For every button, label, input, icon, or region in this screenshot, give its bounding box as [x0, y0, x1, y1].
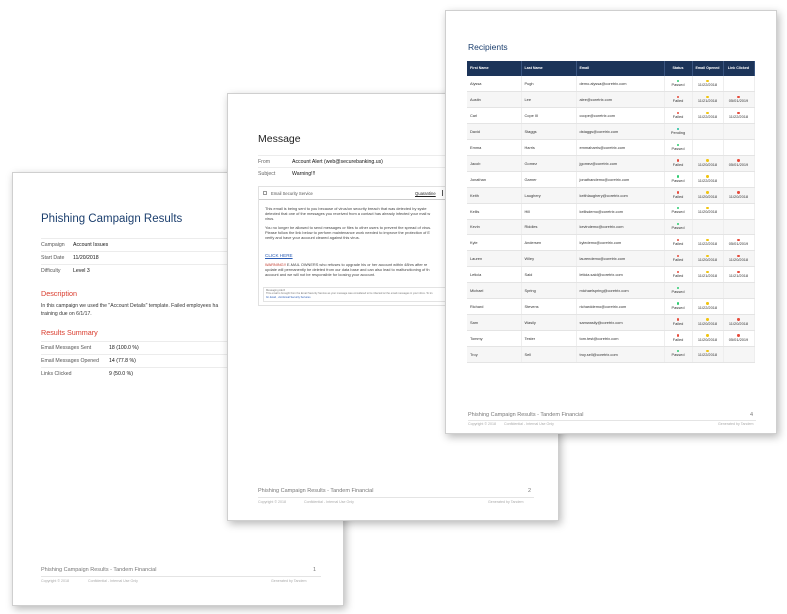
detail-label: Difficulty — [41, 268, 61, 274]
cell-first-name-text: Richard — [470, 303, 484, 309]
description-line: training due on 6/1/17. — [41, 310, 92, 317]
cell-email-opened-text: 11/22/2018 — [697, 114, 718, 120]
cell-email-opened — [692, 346, 723, 362]
cell-status-text: Passed — [671, 177, 685, 183]
cell-first-name — [467, 251, 521, 267]
cell-link-clicked-text: 05/01/2019 — [728, 98, 749, 104]
cell-first-name — [467, 346, 521, 362]
cell-email — [576, 108, 664, 124]
cell-status — [664, 298, 692, 314]
cell-last-name-text: Cope III — [524, 113, 539, 119]
cell-email-text: michaelspring@coretrix.com — [579, 288, 629, 294]
email-body-line: detected that one of the messages you received from a contact has already infected your mail w — [265, 211, 431, 216]
cell-first-name — [467, 140, 521, 156]
from-value: Account Alert (web@securebanking.us) — [292, 159, 383, 165]
cell-first-name — [467, 267, 521, 283]
cell-email — [576, 124, 664, 140]
cell-status — [664, 251, 692, 267]
cell-status — [664, 108, 692, 124]
cell-email-opened — [692, 108, 723, 124]
cell-email-text: troy.sell@coretrix.com — [579, 351, 618, 357]
cell-link-clicked — [723, 235, 754, 251]
cell-email — [576, 330, 664, 346]
subject-label: Subject — [258, 171, 276, 177]
cell-first-name-text: Alyssa — [470, 81, 482, 87]
table-row — [467, 171, 754, 187]
summary-value: 18 (100.0 %) — [109, 345, 139, 351]
footer-generated: Generated by Tandem — [718, 422, 754, 426]
cell-link-clicked — [723, 171, 754, 187]
cell-email-text: samwasily@coretrix.com — [579, 319, 623, 325]
recipients-table — [467, 61, 755, 363]
footer-copyright: Copyright © 2018 — [41, 579, 70, 583]
cell-email-text: leticia.said@coretrix.com — [579, 272, 623, 278]
cell-link-clicked-text: 05/01/2019 — [728, 161, 749, 167]
cell-last-name-text: Staggs — [524, 129, 537, 135]
cell-status-text: Passed — [671, 304, 685, 310]
detail-value: Account Issues — [73, 242, 109, 248]
footer-divider — [258, 497, 534, 498]
cell-email-opened — [692, 171, 723, 187]
cell-first-name-text: David — [470, 129, 480, 135]
page-title: Recipients — [468, 42, 508, 52]
cell-status-text: Failed — [672, 193, 684, 199]
table-row — [467, 314, 754, 330]
cell-first-name — [467, 187, 521, 203]
cell-email — [576, 92, 664, 108]
cell-status-text: Passed — [671, 82, 685, 88]
table-row — [467, 76, 754, 92]
cell-last-name-text: Gomez — [524, 160, 538, 166]
cell-status — [664, 314, 692, 330]
email-body-line: verify and have your account cleared against this virus. — [265, 235, 360, 240]
cell-email-opened-text: 11/21/2018 — [697, 273, 718, 279]
cell-link-clicked — [723, 346, 754, 362]
cell-status — [664, 203, 692, 219]
cell-first-name — [467, 219, 521, 235]
security-note — [263, 287, 473, 302]
footer-generated: Generated by Tandem — [271, 579, 307, 583]
cell-first-name-text: Leticia — [470, 272, 482, 278]
description-line: In this campaign we used the "Account Details" template. Failed employees ha — [41, 303, 219, 309]
cell-email-opened — [692, 140, 723, 156]
cell-email-text: ccope@coretrix.com — [579, 113, 616, 119]
footer-generated: Generated by Tandem — [488, 500, 524, 504]
cell-email — [576, 140, 664, 156]
cell-email-opened-text: 11/22/2018 — [697, 352, 718, 358]
security-note-line: Messaging Alert! — [266, 289, 286, 292]
cell-first-name-text: Troy — [470, 351, 478, 357]
warning-text: E-MAIL OWNERS who refuses to upgrade his or her account within 48hrs after re — [285, 262, 428, 267]
summary-value: 9 (50.0 %) — [109, 371, 133, 377]
cell-email-opened-text: 11/20/2018 — [697, 336, 718, 342]
cell-link-clicked — [723, 298, 754, 314]
cell-status-text: Failed — [672, 114, 684, 120]
detail-label: Start Date — [41, 255, 65, 261]
cell-last-name-text: Sell — [524, 351, 531, 357]
cell-status-text: Failed — [672, 98, 684, 104]
cell-status-text: Passed — [671, 352, 685, 358]
cell-first-name — [467, 203, 521, 219]
cell-status — [664, 155, 692, 171]
cell-email — [576, 267, 664, 283]
cell-status — [664, 235, 692, 251]
cell-status-text: Failed — [672, 320, 684, 326]
column-header-status: Status — [664, 61, 692, 76]
cell-first-name-text: Keith — [470, 192, 479, 198]
footer-copyright: Copyright © 2018 — [258, 500, 287, 504]
email-warning-line: update will permanently be deleted from our data base and can also lead to malfunctioning of th — [265, 267, 430, 272]
cell-email-opened-text: 11/22/2018 — [697, 241, 718, 247]
cell-first-name — [467, 283, 521, 299]
cell-email-opened — [692, 235, 723, 251]
cell-link-clicked — [723, 92, 754, 108]
cell-email-text: kellisdemo@coretrix.com — [579, 208, 624, 214]
cell-first-name-text: Michael — [470, 288, 484, 294]
table-header-row — [467, 61, 754, 76]
page-title: Phishing Campaign Results — [41, 213, 183, 225]
page-number: 2 — [528, 488, 532, 494]
warning-label: WARNING!! — [265, 262, 286, 267]
security-note-line: This email is brought from the Email Security Service as your message was considered to be infected w/ the email messages in your inbox. To kn — [266, 292, 433, 296]
cell-email-text: tom.test@coretrix.com — [579, 335, 619, 341]
cell-link-clicked — [723, 267, 754, 283]
cell-email-opened — [692, 124, 723, 140]
cell-email-opened-text: 11/20/2018 — [697, 193, 718, 199]
security-note-link[interactable]: for detail , visit Email Security Services — [266, 295, 311, 299]
cell-email — [576, 251, 664, 267]
cell-email-text: emmaharris@coretrix.com — [579, 145, 626, 150]
email-body-line: This email is being sent to you because of virus/on security breach that was detected by syste — [265, 206, 427, 211]
cell-status — [664, 187, 692, 203]
cell-last-name-text: Spring — [524, 288, 536, 294]
detail-label: Campaign — [41, 242, 65, 248]
cell-email — [576, 219, 664, 235]
recipients-table-body — [467, 76, 754, 362]
cell-link-clicked — [723, 124, 754, 140]
cell-email — [576, 314, 664, 330]
cell-link-clicked-text: 11/21/2018 — [728, 273, 749, 279]
cell-status-text: Passed — [671, 209, 685, 215]
cell-link-clicked — [723, 219, 754, 235]
cell-email-opened — [692, 267, 723, 283]
cell-first-name — [467, 171, 521, 187]
quarantine-link[interactable]: Quarantine — [415, 191, 436, 196]
cell-last-name — [521, 219, 576, 235]
cell-link-clicked-text: 11/20/2018 — [728, 257, 749, 263]
cell-first-name — [467, 314, 521, 330]
cell-link-clicked — [723, 314, 754, 330]
footer-divider — [468, 420, 756, 421]
cell-email-text: jonathandemo@coretrix.com — [579, 176, 630, 182]
cell-last-name — [521, 203, 576, 219]
cell-first-name-text: Sam — [470, 319, 478, 325]
footer-title: Phishing Campaign Results - Tandem Financial — [468, 412, 584, 418]
cell-email — [576, 203, 664, 219]
cell-first-name — [467, 76, 521, 92]
cell-link-clicked — [723, 283, 754, 299]
cell-link-clicked — [723, 155, 754, 171]
cell-email-text: kevindemo@coretrix.com — [579, 224, 624, 230]
cell-status-text: Failed — [672, 241, 684, 247]
table-row — [467, 155, 754, 171]
table-row — [467, 283, 754, 299]
cell-status — [664, 219, 692, 235]
from-label: From — [258, 159, 271, 165]
column-header-last-name: Last Name — [521, 61, 576, 76]
cell-last-name-text: Lee — [524, 97, 531, 103]
cell-status — [664, 124, 692, 140]
cell-email-opened — [692, 298, 723, 314]
cell-last-name-text: Tester — [524, 335, 536, 341]
cell-email-text: richarddemo@coretrix.com — [579, 303, 627, 309]
cell-link-clicked — [723, 187, 754, 203]
cell-link-clicked — [723, 108, 754, 124]
detail-value: Level 3 — [73, 268, 90, 274]
cell-email — [576, 171, 664, 187]
footer-title: Phishing Campaign Results - Tandem Financial — [258, 488, 374, 494]
cell-last-name — [521, 283, 576, 299]
cell-status — [664, 267, 692, 283]
cell-email-opened-text: 11/20/2018 — [697, 320, 718, 326]
cell-first-name — [467, 330, 521, 346]
cell-last-name — [521, 187, 576, 203]
cell-first-name — [467, 92, 521, 108]
cell-last-name — [521, 346, 576, 362]
cell-status-text: Failed — [672, 336, 684, 342]
cell-status-text: Failed — [672, 257, 684, 263]
cell-email-opened — [692, 330, 723, 346]
cell-first-name-text: Tommy — [470, 335, 483, 341]
cell-status-text: Pending — [670, 130, 686, 136]
cell-status — [664, 346, 692, 362]
email-body-line: Please follow the link below to perform maintenance work needed to improve the protection of E — [265, 230, 431, 235]
cell-email — [576, 76, 664, 92]
cell-first-name-text: Emma — [470, 145, 482, 150]
cell-email-text: keithlaughery@coretrix.com — [579, 192, 628, 198]
table-row — [467, 267, 754, 283]
table-row — [467, 92, 754, 108]
cell-status — [664, 76, 692, 92]
cell-email-text: laurendemo@coretrix.com — [579, 256, 626, 262]
cell-email-opened — [692, 76, 723, 92]
cell-last-name — [521, 235, 576, 251]
cell-email-opened — [692, 219, 723, 235]
cell-email-opened — [692, 155, 723, 171]
cell-email-opened-text: 11/21/2018 — [697, 98, 718, 104]
cell-last-name-text: Stevens — [524, 303, 539, 309]
footer-confidential: Confidential - Internal Use Only — [88, 579, 138, 583]
column-header-email: Email — [576, 61, 664, 76]
cell-email-opened-text: 11/20/2018 — [697, 209, 718, 215]
table-row — [467, 187, 754, 203]
cell-email — [576, 235, 664, 251]
cell-status-text: Passed — [671, 225, 685, 231]
cell-last-name — [521, 267, 576, 283]
summary-label: Email Messages Sent — [41, 345, 92, 351]
cell-last-name — [521, 140, 576, 156]
table-row — [467, 235, 754, 251]
cell-first-name-text: Austin — [470, 97, 481, 103]
cell-email-opened — [692, 314, 723, 330]
cell-link-clicked — [723, 203, 754, 219]
cell-email-text: demo.alyssa@coretrix.com — [579, 81, 627, 87]
cell-email — [576, 346, 664, 362]
footer-copyright: Copyright © 2018 — [468, 422, 497, 426]
cell-last-name-text: Wiley — [524, 256, 535, 262]
column-header-email-opened: Email Opened — [692, 61, 723, 76]
cell-email-opened-text: 11/20/2018 — [697, 257, 718, 263]
cell-first-name-text: Jonathan — [470, 176, 487, 182]
cell-status — [664, 171, 692, 187]
checkbox-icon — [263, 191, 267, 195]
table-row — [467, 298, 754, 314]
cell-status — [664, 92, 692, 108]
cell-status-text: Failed — [672, 161, 684, 167]
cell-first-name-text: Jacob — [470, 160, 481, 166]
cell-first-name-text: Kyle — [470, 240, 478, 246]
cell-email — [576, 155, 664, 171]
cell-first-name-text: Kellis — [470, 208, 480, 214]
detail-value: 11/20/2018 — [73, 255, 99, 261]
cell-email-opened-text: 11/22/2018 — [697, 304, 718, 310]
cell-last-name-text: Hill — [524, 208, 530, 214]
table-row — [467, 140, 754, 156]
footer-divider — [41, 576, 321, 577]
cell-last-name — [521, 298, 576, 314]
table-row — [467, 219, 754, 235]
cell-first-name-text: Lauren — [470, 256, 483, 262]
cell-link-clicked — [723, 330, 754, 346]
cell-last-name — [521, 155, 576, 171]
email-warning-line: account and we will not be responsible for loosing your account. — [265, 272, 376, 277]
cell-email-text: dstaggs@coretrix.com — [579, 129, 619, 135]
cell-status-text: Passed — [671, 288, 685, 294]
summary-value: 14 (77.8 %) — [109, 358, 136, 364]
cell-last-name — [521, 108, 576, 124]
column-header-first-name: First Name — [467, 61, 521, 76]
cell-status — [664, 283, 692, 299]
cell-first-name — [467, 235, 521, 251]
cell-email-opened-text: 11/20/2018 — [697, 161, 718, 167]
cell-last-name — [521, 330, 576, 346]
cell-last-name-text: Riddles — [524, 224, 538, 230]
cell-first-name-text: Kevin — [470, 224, 480, 230]
cell-email-text: kyledemo@coretrix.com — [579, 240, 622, 246]
report-page-4 — [445, 10, 777, 434]
table-row — [467, 330, 754, 346]
cell-email-opened-text: 11/22/2018 — [697, 177, 718, 183]
cell-email-opened-text: 11/22/2018 — [697, 82, 718, 88]
cell-email-text: jgomez@coretrix.com — [579, 160, 618, 166]
cell-email-opened — [692, 187, 723, 203]
email-body-line: virus. — [265, 216, 275, 221]
cell-last-name-text: Wasily — [524, 319, 536, 325]
cell-first-name — [467, 298, 521, 314]
email-body-line: You no longer be allowed to send messages or files to other users to prevent the spread of virus. — [265, 225, 432, 230]
cell-last-name-text: Garner — [524, 176, 537, 182]
cell-link-clicked — [723, 251, 754, 267]
cell-status-text: Passed — [671, 145, 685, 151]
cell-link-clicked — [723, 140, 754, 156]
cell-email — [576, 187, 664, 203]
table-row — [467, 203, 754, 219]
cell-first-name — [467, 124, 521, 140]
cell-email-opened — [692, 203, 723, 219]
cell-email-opened — [692, 283, 723, 299]
summary-label: Email Messages Opened — [41, 358, 99, 364]
cell-last-name — [521, 251, 576, 267]
cell-email-text: alee@coretrix.com — [579, 97, 612, 103]
subject-value: Warning!!! — [292, 171, 316, 177]
cell-last-name — [521, 92, 576, 108]
page-number: 4 — [750, 412, 754, 418]
cell-last-name — [521, 124, 576, 140]
cell-email — [576, 283, 664, 299]
cell-first-name-text: Carl — [470, 113, 478, 119]
table-row — [467, 108, 754, 124]
cell-link-clicked — [723, 76, 754, 92]
page-title: Message — [258, 133, 301, 145]
cell-link-clicked-text: 11/20/2018 — [728, 320, 749, 326]
divider-icon — [442, 190, 443, 196]
cell-status-text: Failed — [672, 273, 684, 279]
footer-confidential: Confidential - Internal Use Only — [504, 422, 554, 426]
cell-email — [576, 298, 664, 314]
footer-title: Phishing Campaign Results - Tandem Financial — [41, 567, 157, 573]
results-summary-heading: Results Summary — [41, 328, 98, 337]
cell-link-clicked-text: 11/22/2018 — [728, 114, 749, 120]
email-service-label: Email Security Service — [271, 191, 313, 196]
cell-last-name-text: Pugh — [524, 81, 534, 87]
cell-last-name-text: Harris — [524, 145, 535, 150]
cell-last-name-text: Laughery — [524, 192, 541, 198]
summary-label: Links Clicked — [41, 371, 72, 377]
table-row — [467, 251, 754, 267]
footer-confidential: Confidential - Internal Use Only — [304, 500, 354, 504]
table-row — [467, 124, 754, 140]
cell-last-name-text: Said — [524, 272, 533, 278]
table-row — [467, 346, 754, 362]
cell-first-name — [467, 108, 521, 124]
cell-last-name — [521, 314, 576, 330]
cell-status — [664, 140, 692, 156]
cell-last-name-text: Andersen — [524, 240, 542, 246]
cell-status — [664, 330, 692, 346]
cell-email-opened — [692, 251, 723, 267]
column-header-link-clicked: Link Clicked — [723, 61, 754, 76]
cell-email-opened — [692, 92, 723, 108]
cell-first-name — [467, 155, 521, 171]
cell-last-name — [521, 76, 576, 92]
cell-link-clicked-text: 11/20/2018 — [728, 193, 749, 199]
cell-last-name — [521, 171, 576, 187]
cell-link-clicked-text: 05/01/2019 — [728, 241, 749, 247]
click-here-link[interactable]: CLICK HERE — [265, 253, 293, 258]
page-number: 1 — [313, 567, 317, 573]
cell-link-clicked-text: 05/01/2019 — [728, 336, 749, 342]
description-heading: Description — [41, 289, 77, 298]
